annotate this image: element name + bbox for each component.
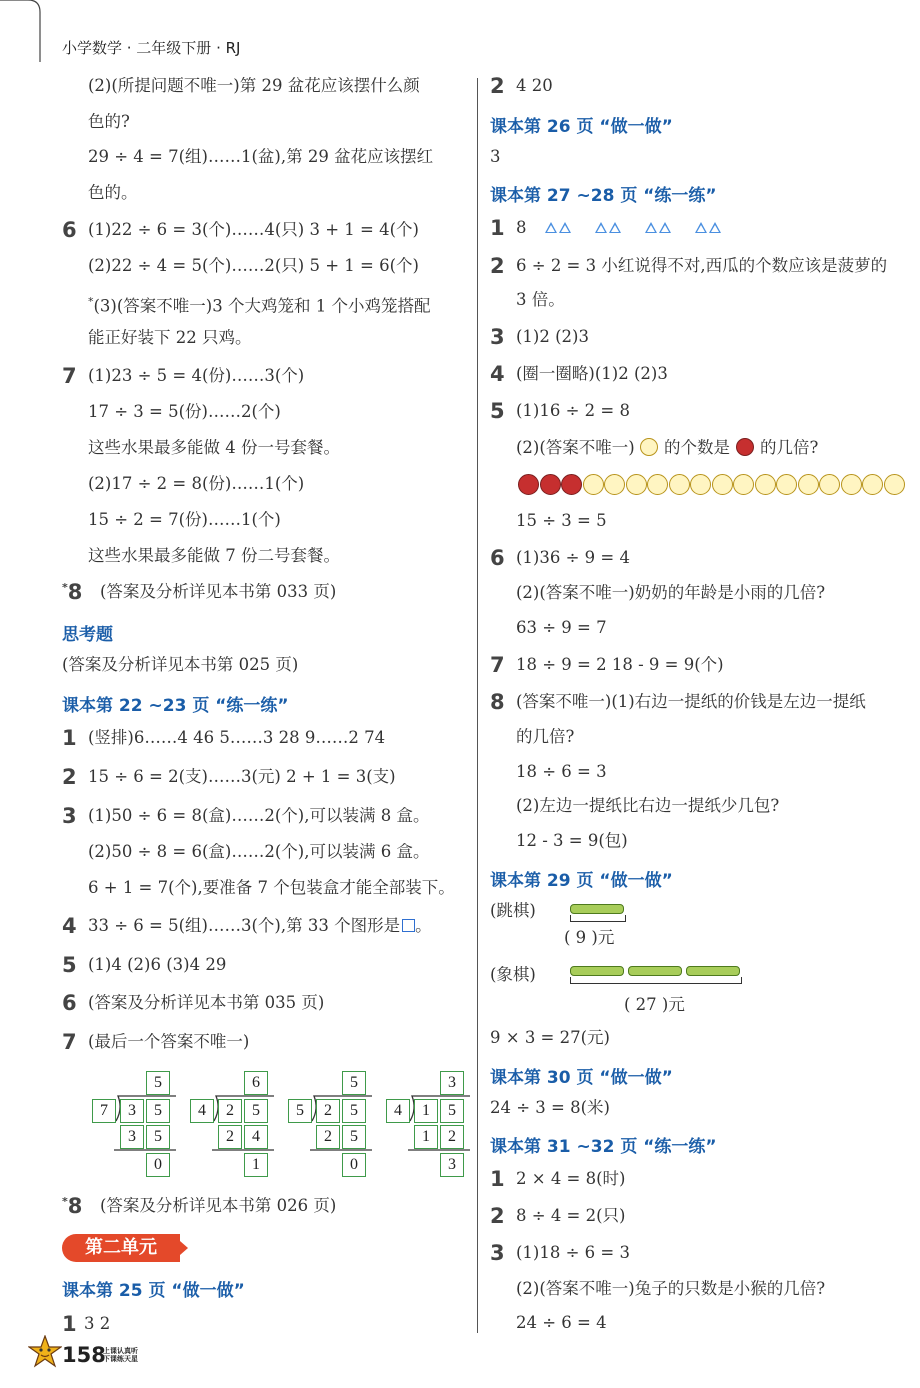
- yellow-circle-icon: [712, 474, 733, 495]
- answer-text: (圈一圈略)(1)2 (2)3: [516, 364, 668, 383]
- answer-text: 这些水果最多能做 4 份一号套餐。: [88, 438, 340, 457]
- answer-line: [88, 546, 340, 566]
- answer-line: [516, 796, 779, 816]
- answer-text: 这些水果最多能做 7 份二号套餐。: [88, 546, 340, 565]
- answer-text: (竖排)6……4 46 5……3 28 9……2 74: [88, 728, 386, 747]
- answer-line: [88, 955, 226, 975]
- stick-chess-2: [628, 966, 682, 976]
- question-number: [490, 216, 505, 240]
- divisor-digit: 4: [386, 1099, 410, 1123]
- answer-text: (答案及分析详见本书第 026 页): [100, 1196, 337, 1215]
- question-number: [490, 1241, 505, 1265]
- product-digit: 2: [218, 1125, 242, 1149]
- triangle-pair: [595, 218, 623, 237]
- question-number: [490, 653, 505, 677]
- answer-text: 的几倍?: [516, 727, 575, 746]
- dividend-digit: 2: [316, 1099, 340, 1123]
- badge-arrow: [180, 1241, 188, 1255]
- answer-line: [88, 806, 429, 826]
- answer-text: 2 × 4 = 8(时): [516, 1169, 626, 1188]
- number-text: 1: [62, 726, 77, 750]
- section-heading: 课本第 31 ~32 页 “练一练”: [490, 1137, 717, 1157]
- answer-line: [490, 1098, 610, 1118]
- answer-line: [516, 655, 724, 675]
- red-circle-icon: [540, 474, 561, 495]
- page-number: 158: [62, 1343, 106, 1367]
- yellow-circle-icon: [755, 474, 776, 495]
- question-number: [490, 546, 505, 570]
- circle-row: [518, 474, 905, 496]
- answer-text: 18 ÷ 9 = 2 18 - 9 = 9(个): [516, 655, 724, 674]
- remainder-digit: 3: [440, 1153, 464, 1177]
- question-number: [490, 74, 505, 98]
- dividend-digit: 5: [146, 1099, 170, 1123]
- number-text: 1: [490, 216, 505, 240]
- answer-line: [516, 290, 565, 310]
- question-number: [62, 364, 77, 388]
- triangle-icon: [595, 222, 607, 233]
- number-text: 8: [490, 690, 505, 714]
- triangle-pair: [695, 218, 723, 237]
- answer-line: [516, 401, 630, 421]
- answer-text: (1)16 ÷ 2 = 8: [516, 401, 630, 420]
- question-number: [62, 218, 77, 242]
- section-heading: 课本第 26 页 “做一做”: [490, 117, 673, 137]
- triangle-icon: [659, 222, 671, 233]
- question-number: [62, 580, 82, 604]
- number-text: 5: [62, 953, 77, 977]
- number-text: 6: [62, 991, 77, 1015]
- answer-line: [62, 655, 298, 675]
- divisor-digit: 5: [288, 1099, 312, 1123]
- answer-line: [516, 511, 607, 531]
- question-number: [62, 726, 77, 750]
- corner-decoration: [0, 0, 60, 70]
- answer-text: (1)18 ÷ 6 = 3: [516, 1243, 630, 1262]
- yellow-circle-icon: [604, 474, 625, 495]
- question-number: [490, 1167, 505, 1191]
- answer-text: (2)左边一提纸比右边一提纸少几包?: [516, 796, 780, 815]
- stick-chess-3: [686, 966, 740, 976]
- answer-text: 15 ÷ 6 = 2(支)……3(元) 2 + 1 = 3(支): [88, 767, 396, 786]
- answer-text: 9 × 3 = 27(元): [490, 1028, 610, 1047]
- product-digit: 2: [316, 1125, 340, 1149]
- answer-text: (1)23 ÷ 5 = 4(份)……3(个): [88, 366, 305, 385]
- answer-line: [516, 548, 630, 568]
- answer-line: [490, 965, 536, 985]
- answer-line: [516, 692, 866, 712]
- answer-line: [88, 147, 433, 167]
- footer-slogan: [103, 1347, 138, 1363]
- dividend-digit: 3: [120, 1099, 144, 1123]
- number-text: 4: [62, 914, 77, 938]
- answer-text: 8 ÷ 4 = 2(只): [516, 1206, 626, 1225]
- number-text: 3: [62, 804, 77, 828]
- section-heading: 课本第 30 页 “做一做”: [490, 1068, 673, 1088]
- number-text: 7: [490, 653, 505, 677]
- answer-text: 29 ÷ 4 = 7(组)……1(盆),第 29 盆花应该摆红: [88, 147, 434, 166]
- question-number: [490, 399, 505, 423]
- answer-line: [88, 220, 419, 240]
- question-number: [490, 254, 505, 278]
- product-digit: 4: [244, 1125, 268, 1149]
- answer-line: [88, 510, 281, 530]
- dividend-digit: 2: [218, 1099, 242, 1123]
- answer-line: [516, 727, 574, 747]
- product-digit: 2: [440, 1125, 464, 1149]
- answer-text: (象棋): [490, 965, 536, 984]
- divisor-digit: 4: [190, 1099, 214, 1123]
- question-number: [62, 1194, 82, 1218]
- answer-text: 63 ÷ 9 = 7: [516, 618, 607, 637]
- answer-text: (2)(答案不唯一)兔子的只数是小猴的几倍?: [516, 1279, 826, 1298]
- answer-text: (答案及分析详见本书第 025 页): [62, 655, 299, 674]
- answer-text: (答案不唯一)(1)右边一提纸的价钱是左边一提纸: [516, 692, 866, 711]
- answer-text: (跳棋): [490, 901, 536, 920]
- red-circle-icon: [736, 438, 754, 456]
- number-text: 3: [490, 1241, 505, 1265]
- number-text: 2: [62, 765, 77, 789]
- triangle-pair: [545, 218, 573, 237]
- answer-line: [516, 1313, 607, 1333]
- answer-text: 6 ÷ 2 = 3 小红说得不对,西瓜的个数应该是菠萝的: [516, 256, 888, 275]
- answer-text: (1)2 (2)3: [516, 327, 589, 346]
- answer-text: 能正好装下 22 只鸡。: [88, 328, 252, 347]
- dividend-digit: 5: [440, 1099, 464, 1123]
- red-circle-icon: [561, 474, 582, 495]
- answer-text: 15 ÷ 3 = 5: [516, 511, 607, 530]
- section-heading: 课本第 27 ~28 页 “练一练”: [490, 186, 717, 206]
- asterisk: *: [62, 1195, 68, 1208]
- book-header: 小学数学 · 二年级下册 · RJ: [62, 39, 241, 57]
- answer-text: 24 ÷ 3 = 8(米): [490, 1098, 610, 1117]
- product-digit: 3: [120, 1125, 144, 1149]
- answer-line: [490, 1028, 610, 1048]
- number-text: 2: [490, 74, 505, 98]
- question-number: [490, 690, 505, 714]
- answer-line: [516, 327, 589, 347]
- triangle-icon: [559, 222, 571, 233]
- stick-jump-chess: [570, 904, 624, 914]
- number-text: 2: [490, 1204, 505, 1228]
- product-digit: 5: [342, 1125, 366, 1149]
- asterisk: *: [62, 581, 68, 594]
- answer-text: 24 ÷ 6 = 4: [516, 1313, 607, 1332]
- answer-line: [516, 1279, 825, 1299]
- yellow-circle-icon: [884, 474, 905, 495]
- answer-line: [516, 1243, 630, 1263]
- answer-line: [516, 76, 553, 96]
- answer-line: [88, 366, 304, 386]
- yellow-circle-icon: [798, 474, 819, 495]
- product-digit: 5: [146, 1125, 170, 1149]
- number-text: 7: [62, 1030, 77, 1054]
- yellow-circle-icon: [776, 474, 797, 495]
- long-division: [286, 1069, 376, 1179]
- answer-line: [516, 583, 825, 603]
- star-mascot-icon: [28, 1335, 62, 1369]
- section-heading: 课本第 29 页 “做一做”: [490, 871, 673, 891]
- answer-line: [564, 928, 614, 948]
- red-circle-icon: [518, 474, 539, 495]
- answer-line: [88, 76, 420, 96]
- yellow-circle-icon: [819, 474, 840, 495]
- slogan-line-1: 上课认真听: [103, 1347, 138, 1355]
- answer-text: 8: [516, 218, 527, 237]
- answer-text: 4 20: [516, 76, 553, 95]
- answer-text: 17 ÷ 3 = 5(份)……2(个): [88, 402, 281, 421]
- answer-line: [88, 112, 130, 132]
- brace-jump-chess: [570, 915, 626, 922]
- answer-line: [88, 878, 455, 898]
- answer-line: [490, 901, 536, 921]
- answer-text: (2)(答案不唯一)奶奶的年龄是小雨的几倍?: [516, 583, 826, 602]
- question-number: [62, 1030, 77, 1054]
- answer-text: (2)(答案不唯一): [516, 438, 635, 457]
- divisor-digit: 7: [92, 1099, 116, 1123]
- answer-line: [100, 1196, 336, 1216]
- number-text: 7: [62, 364, 77, 388]
- quotient-digit: 5: [342, 1071, 366, 1095]
- column-separator: [477, 78, 478, 1333]
- answer-text: ( 9 )元: [564, 928, 615, 947]
- yellow-circle-icon: [583, 474, 604, 495]
- answer-text: (2)(所提问题不唯一)第 29 盆花应该摆什么颜: [88, 76, 420, 95]
- answer-line: [88, 728, 385, 748]
- answer-text: 33 ÷ 6 = 5(组)……3(个),第 33 个图形是: [88, 916, 401, 935]
- stick-chess-1: [570, 966, 624, 976]
- answer-line: [516, 1206, 626, 1226]
- yellow-circle-icon: [733, 474, 754, 495]
- answer-line: 33 ÷ 6 = 5(组)……3(个),第 33 个图形是 。: [88, 916, 432, 935]
- answer-line: [88, 402, 281, 422]
- yellow-circle-icon: [690, 474, 711, 495]
- number-text: 4: [490, 362, 505, 386]
- square-shape-icon: [402, 919, 415, 932]
- dividend-digit: 5: [342, 1099, 366, 1123]
- section-heading: 课本第 22 ~23 页 “练一练”: [62, 696, 289, 716]
- answer-text: 3 2: [84, 1314, 111, 1333]
- answer-text: (2)50 ÷ 8 = 6(盒)……2(个),可以装满 6 盒。: [88, 842, 430, 861]
- quotient-digit: 5: [146, 1071, 170, 1095]
- triangle-icon: [645, 222, 657, 233]
- answer-line: [88, 1032, 249, 1052]
- answer-line: [100, 582, 336, 602]
- question-number: [62, 914, 77, 938]
- brace-chess: [570, 977, 742, 984]
- answer-line: [88, 767, 396, 787]
- question-number: [62, 991, 77, 1015]
- quotient-digit: 6: [244, 1071, 268, 1095]
- remainder-digit: 1: [244, 1153, 268, 1177]
- answer-text: (答案及分析详见本书第 033 页): [100, 582, 337, 601]
- answer-text: (最后一个答案不唯一): [88, 1032, 250, 1051]
- yellow-circle-icon: [669, 474, 690, 495]
- answer-text: 12 - 3 = 9(包): [516, 831, 628, 850]
- answer-line: [88, 993, 324, 1013]
- answer-line: [88, 328, 252, 348]
- answer-text: 3: [490, 147, 501, 166]
- dividend-digit: 5: [244, 1099, 268, 1123]
- number-text: 8: [67, 580, 83, 604]
- yellow-circle-icon: [862, 474, 883, 495]
- answer-line: [516, 762, 607, 782]
- answer-text: 18 ÷ 6 = 3: [516, 762, 607, 781]
- yellow-circle-icon: [647, 474, 668, 495]
- dividend-digit: 1: [414, 1099, 438, 1123]
- number-text: 1: [490, 1167, 505, 1191]
- answer-text: (1)50 ÷ 6 = 8(盒)……2(个),可以装满 8 盒。: [88, 806, 430, 825]
- remainder-digit: 0: [342, 1153, 366, 1177]
- answer-text: 6 + 1 = 7(个),要准备 7 个包装盒才能全部装下。: [88, 878, 455, 897]
- answer-text: 色的?: [88, 112, 130, 131]
- answer-text: (1)36 ÷ 9 = 4: [516, 548, 630, 567]
- number-text: 8: [67, 1194, 83, 1218]
- number-text: 3: [490, 325, 505, 349]
- unit-badge: 第二单元: [62, 1234, 180, 1262]
- answer-line: [88, 292, 430, 317]
- triangle-pair: [645, 218, 673, 237]
- question-part-a: 的个数是: [664, 438, 730, 457]
- answer-text: (1)4 (2)6 (3)4 29: [88, 955, 227, 974]
- slogan-line-2: 下课练天星: [103, 1355, 138, 1363]
- answer-text: 3 倍。: [516, 290, 565, 309]
- answer-line: [516, 831, 628, 851]
- answer-text: (3)(答案不唯一)3 个大鸡笼和 1 个小鸡笼搭配: [93, 296, 431, 316]
- answer-line: [516, 256, 887, 276]
- question-number: [490, 325, 505, 349]
- answer-line: [516, 218, 745, 238]
- quotient-digit: 3: [440, 1071, 464, 1095]
- answer-text: (2)22 ÷ 4 = 5(个)……2(只) 5 + 1 = 6(个): [88, 256, 419, 275]
- question-number: [490, 1204, 505, 1228]
- number-text: 5: [490, 399, 505, 423]
- number-text: 1: [62, 1312, 77, 1336]
- answer-line: [516, 1169, 626, 1189]
- number-text: 6: [490, 546, 505, 570]
- remainder-digit: 0: [146, 1153, 170, 1177]
- triangle-icon: [695, 222, 707, 233]
- answer-line: [624, 995, 685, 1015]
- answer-line: [88, 438, 340, 458]
- yellow-circle-icon: [841, 474, 862, 495]
- triangle-icon: [545, 222, 557, 233]
- answer-line: [88, 183, 138, 203]
- question-number: [62, 953, 77, 977]
- section-heading: 思考题: [62, 625, 113, 645]
- question-part-b: 的几倍?: [760, 438, 819, 457]
- triangle-icon: [709, 222, 721, 233]
- answer-line: [84, 1314, 110, 1334]
- question-number: [62, 765, 77, 789]
- section-heading: 课本第 25 页 “做一做”: [62, 1281, 245, 1301]
- answer-text: (1)22 ÷ 6 = 3(个)……4(只) 3 + 1 = 4(个): [88, 220, 419, 239]
- triangle-icon: [609, 222, 621, 233]
- answer-text: (答案及分析详见本书第 035 页): [88, 993, 325, 1012]
- question-number: [62, 804, 77, 828]
- question-number: [62, 1312, 77, 1336]
- answer-text: ( 27 )元: [624, 995, 685, 1014]
- answer-line: [516, 364, 668, 384]
- answer-line: [516, 618, 607, 638]
- asterisk: *: [88, 295, 94, 308]
- answer-line: [490, 147, 501, 167]
- answer-line: [88, 256, 419, 276]
- answer-text: 15 ÷ 2 = 7(份)……1(个): [88, 510, 281, 529]
- number-text: 2: [490, 254, 505, 278]
- long-division: [188, 1069, 278, 1179]
- long-division: [90, 1069, 180, 1179]
- answer-line: [516, 438, 818, 458]
- yellow-circle-icon: [640, 438, 658, 456]
- yellow-circle-icon: [626, 474, 647, 495]
- long-division: [384, 1069, 474, 1179]
- answer-line: [88, 474, 304, 494]
- answer-text: 色的。: [88, 183, 138, 202]
- product-digit: 1: [414, 1125, 438, 1149]
- number-text: 6: [62, 218, 77, 242]
- answer-line: [88, 842, 429, 862]
- question-number: [490, 362, 505, 386]
- answer-text: (2)17 ÷ 2 = 8(份)……1(个): [88, 474, 305, 493]
